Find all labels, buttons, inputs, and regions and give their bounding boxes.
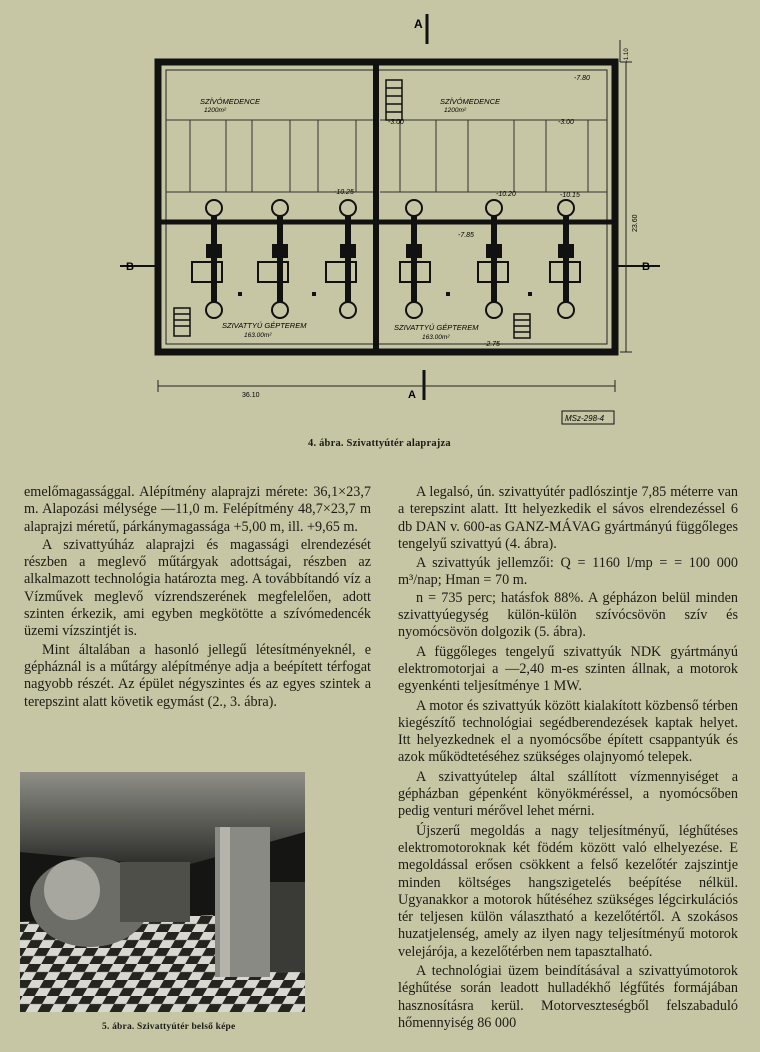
drawing-stamp: MSz-298-4: [565, 414, 605, 423]
right-room-label: SZIVATTYÚ GÉPTEREM: [394, 323, 479, 332]
left-room-area: 163.00m²: [244, 332, 272, 339]
paragraph: emelőmagassággal. Alépítmény alaprajzi mérete: 36,1×23,7 m. Alapozási mélysége —11,0 m. Felépítmény 48,7×23,7 m alaprajzi méretű, párkánymagassága +5,00 m, ill. +9,65 m.: [24, 484, 371, 535]
level-mark: -7.85: [458, 232, 474, 239]
right-basin-label: SZÍVÓMEDENCE: [440, 97, 501, 106]
left-basin-area: 1200m²: [204, 107, 227, 114]
dimension-top: -1.10: [624, 48, 630, 62]
figure-4-floor-plan: [0, 0, 760, 440]
left-room-label: SZIVATTYÚ GÉPTEREM: [222, 321, 307, 330]
paragraph: Mint általában a hasonló jellegű létesítményeknél, e gépháznál is a műtárgy alépítménye adja a beépített térfogat nagyobb részét. Az épület négyszintes és az egyes szintek a terepszint alatt követik egymást (2., 3. ábra).: [24, 641, 371, 710]
paragraph: A szivattyútelep által szállított vízmennyiséget a gépházban gépenként könyökméréssel, a nyomócsőben pedig venturi mérővel lehet mérni.: [398, 768, 738, 820]
dimension-height: 23.60: [632, 214, 639, 232]
figure-5-photo: [20, 772, 305, 1012]
paragraph: A szivattyúk jellemzői: Q = 1160 l/mp = = 100 000 m³/nap; Hman = 70 m.: [398, 555, 738, 589]
figure-5-caption: 5. ábra. Szivattyútér belső képe: [102, 1022, 236, 1032]
right-basin-area: 1200m²: [444, 107, 467, 114]
level-mark: -10.20: [496, 191, 516, 198]
paragraph: A motor és szivattyúk között kialakított közbenső térben kiegészítő technológiai segédberendezések kaptak helyet. Itt helyezkednek el a nyomócsőbe épített csappantyúk és azok működtetéséhez szükséges olajnyomó telepek.: [398, 697, 738, 766]
section-b-left-label: B: [126, 261, 134, 273]
right-room-area: 163.00m²: [422, 334, 450, 341]
figure-4-caption: 4. ábra. Szivattyútér alaprajza: [308, 438, 451, 449]
paragraph: Újszerű megoldás a nagy teljesítményű, léghűtéses elektromotoroknak két födém között való elhelyezése. E megoldással erősen csökkent a felső kezelőtér zajszintje minden költséges hangszigetelés beépítése nélkül. Ugyanakkor a motorok hűtéséhez szükséges légcirkulációs tér teljesen külön választható a kezelőtértől. A szokásos huzatjelenség, amely az ilyen nagy teljesítményű motorok velejárója, a kezelőtérben nem tapasztalható.: [398, 822, 738, 960]
paragraph: A függőleges tengelyű szivattyúk NDK gyártmányú elektromotorjai a —2,40 m-es szinten állnak, a motorok egyenkénti teljesítménye 1 MW.: [398, 643, 738, 695]
level-mark: -3.00: [558, 119, 574, 126]
left-basin-label: SZÍVÓMEDENCE: [200, 97, 261, 106]
left-column: [24, 484, 371, 711]
paragraph: A legalsó, ún. szivattyútér padlószintje 7,85 méterre van a terepszint alatt. Itt helyezkedik el sávos elrendezéssel 6 db DAN v. 600-as GANZ-MÁVAG gyártmányú függőleges tengelyű szivattyú (4. ábra).: [398, 484, 738, 552]
section-a-bottom-label: A: [408, 389, 416, 401]
level-mark: -2.75: [484, 341, 500, 348]
paragraph: A szivattyúház alaprajzi és magassági elrendezését részben a meglevő műtárgyak adottságai, részben az alkalmazott technológia határozta meg. A továbbítandó víz a Vízművek meglevő vízrendszerének megfelelően, adott szinten érkezik, ami egyben megkötötte a szívómedencék üzemi vízszintjét is.: [24, 536, 371, 640]
paragraph: A technológiai üzem beindításával a szivattyúmotorok léghűtése során leadott hulladékhő légfűtés formájában hasznosításra kerül. Motorveszteségből felszabaduló hőmennyiség 86 000: [398, 963, 738, 1031]
section-a-top-label: A: [414, 17, 423, 31]
section-b-right-label: B: [642, 261, 650, 273]
level-mark: -10.25: [334, 189, 354, 196]
dimension-width: 36.10: [242, 392, 260, 399]
level-mark: -10.15: [560, 192, 580, 199]
level-mark: -3.00: [388, 119, 404, 126]
right-column: [398, 484, 738, 1032]
level-mark: -7.80: [574, 75, 590, 82]
paragraph: n = 735 perc; hatásfok 88%. A gépházon belül minden szivattyúegység külön-külön szívócsövön szív és nyomócsövön dolgozik (5. ábra).: [398, 589, 738, 641]
